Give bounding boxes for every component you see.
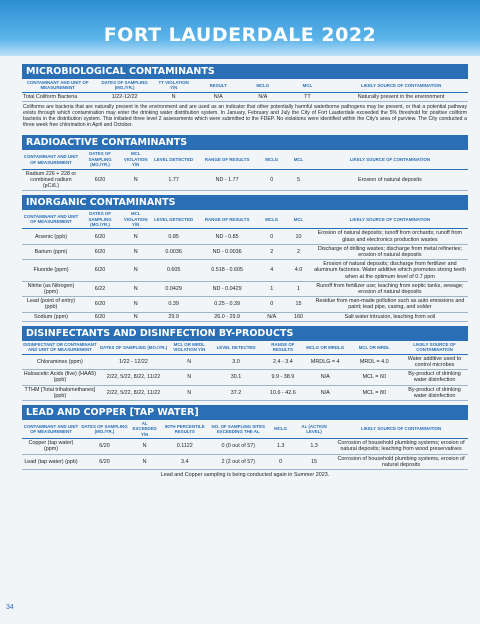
header-cell: MCLG OR MRDLG (303, 341, 348, 354)
table-cell: 0 (0 out of 57) (209, 439, 267, 454)
table-cell: 3.4 (160, 454, 209, 469)
table-cell: 6/20 (80, 312, 120, 321)
table-cell: 1/22 - 12/22 (98, 354, 169, 369)
table-cell: Haloacetic Acids (five) (HAA5) (ppb) (23, 371, 96, 384)
inorg-header-row (22, 210, 468, 229)
table-row (22, 169, 468, 191)
table-cell: N (169, 370, 209, 385)
lead-footer-note: Lead and Copper sampling is being conducted again in Summer 2023. (160, 471, 330, 478)
disinf-heading: DISINFECTANTS AND DISINFECTION BY-PRODUCTS (22, 326, 468, 341)
lead-header-row (22, 420, 468, 439)
micro-table (22, 79, 468, 102)
table-cell: N (129, 454, 160, 469)
table-cell: Runoff from fertilizer use; leaching from septic tanks, sewage; erosion of natural deposits (312, 281, 468, 296)
header-cell: MCL (285, 210, 312, 229)
table-cell: Radium 226 + 228 or combined radium (pCi/L) (22, 169, 80, 191)
header-cell: MCL OR MRDL (348, 341, 402, 354)
header-cell: CONTAMINANT AND UNIT OF MEASUREMENT (22, 420, 80, 439)
micro-heading: MICROBIOLOGICAL CONTAMINANTS (22, 64, 468, 79)
table-row (22, 354, 468, 369)
table-cell: 1 (258, 281, 285, 296)
table-cell: Erosion of natural deposits (312, 169, 468, 191)
table-cell: Erosion of natural deposits; runoff from orchards; runoff from glass and electronics production wastes (312, 229, 468, 244)
table-cell: 1.3 (267, 439, 294, 454)
header-cell: CONTAMINANT AND UNIT OF MEASUREMENT (22, 150, 80, 169)
table-cell: N (120, 229, 151, 244)
header-cell: LIKELY SOURCE OF CONTAMINATION (401, 341, 468, 354)
table-cell: 26.0 - 29.9 (196, 312, 258, 321)
table-cell: Residue from man-made pollution such as auto emissions and paint; lead pipe, casing, and solder (312, 297, 468, 312)
table-cell: N/A (191, 92, 245, 101)
header-cell: RESULT (191, 79, 245, 92)
table-cell: N (169, 354, 209, 369)
header-cell: MCLG (245, 79, 281, 92)
header-cell: RANGE OF RESULTS (196, 150, 258, 169)
table-cell: 0.605 (151, 260, 196, 282)
table-cell: By-product of drinking water disinfection (401, 370, 468, 385)
table-row (22, 229, 468, 244)
table-cell: Lead (tap water) (ppb) (22, 454, 80, 469)
table-cell: 6/20 (80, 297, 120, 312)
coliform-note: Coliforms are bacteria that are naturally present in the environment and are used as an indicator that other potentially harmful waterborne pathogens may be present, or that a potential pathway exists through which contamination may enter the drinking water distribution system. In January, February and July the City of Fort Lauderdale exceeded the 5% threshold for positive coliform bacteria in the distribution system. This initiated three level 2 assessments which were submitted to the FDEP. No violations were identified within the City's area of purview. The City conducted a three week free chlorination in April and October. (23, 104, 467, 129)
header-cell: MCLG (258, 210, 285, 229)
table-row (22, 439, 468, 454)
table-cell: 10.6 - 42.6 (263, 385, 303, 400)
table-cell: Chloramines (ppm) (22, 354, 98, 369)
table-cell: 0 (258, 297, 285, 312)
table-cell: 9.9 - 38.9 (263, 370, 303, 385)
table-cell: ND - 0.85 (196, 229, 258, 244)
header-cell: MCL (285, 150, 312, 169)
table-cell: N (120, 260, 151, 282)
table-cell: Copper (tap water) (ppm) (22, 439, 80, 454)
table-cell: 4 (258, 260, 285, 282)
table-cell: 1.77 (151, 169, 196, 191)
table-cell: Corrosion of household plumbing systems, erosion of natural deposits (334, 454, 468, 469)
table-cell: 2 (258, 244, 285, 259)
radio-header-row (22, 150, 468, 169)
title-banner (0, 0, 480, 56)
table-cell: 2/22, 5/22, 8/22, 11/22 (98, 370, 169, 385)
table-cell: 0.0036 (151, 244, 196, 259)
table-cell: 0.518 - 0.605 (196, 260, 258, 282)
table-cell: Water additive used to control microbes (401, 354, 468, 369)
table-cell: 6/20 (80, 260, 120, 282)
header-cell: CONTAMINANT AND UNIT OF MEASUREMENT (22, 210, 80, 229)
table-cell: 0 (267, 454, 294, 469)
table-cell: N/A (303, 385, 348, 400)
table-cell: Sodium (ppm) (22, 312, 80, 321)
table-cell: N (156, 92, 192, 101)
header-cell: LIKELY SOURCE OF CONTAMINATION (334, 420, 468, 439)
header-cell: MCLG (267, 420, 294, 439)
table-cell: 0.1122 (160, 439, 209, 454)
disinf-body (22, 354, 468, 400)
table-cell: Naturally present in the environment (334, 92, 468, 101)
header-cell: AL EXCEEDED Y/N (129, 420, 160, 439)
lead-body (22, 439, 468, 470)
table-cell: 4.0 (285, 260, 312, 282)
inorg-body (22, 229, 468, 321)
table-row (22, 454, 468, 469)
table-cell: 10 (285, 229, 312, 244)
report-page (22, 64, 468, 480)
table-row (22, 92, 468, 101)
table-cell: N/A (258, 312, 285, 321)
table-cell: 30.1 (209, 370, 263, 385)
table-cell: Arsenic (ppb) (22, 229, 80, 244)
header-cell: LIKELY SOURCE OF CONTAMINATION (312, 210, 468, 229)
radio-heading: RADIOACTIVE CONTAMINANTS (22, 135, 468, 150)
header-cell: MCL VIOLATION Y/N (120, 150, 151, 169)
header-cell: DISINFECTANT OR CONTAMINANT AND UNIT OF MEASUREMENT (23, 341, 97, 353)
header-cell: MCLG (258, 150, 285, 169)
table-cell: 0 (258, 169, 285, 191)
header-cell: MCL (281, 79, 335, 92)
table-cell: Corrosion of household plumbing systems; erosion of natural deposits; leaching from wood preservatives (334, 439, 468, 454)
header-cell: CONTAMINANT AND UNIT OF MEASUREMENT (22, 79, 93, 92)
table-cell: 6/22 (80, 281, 120, 296)
table-cell: N (120, 297, 151, 312)
table-cell: ND - 1.77 (196, 169, 258, 191)
table-cell: Erosion of natural deposits; discharge from fertilizer and aluminum factories. Water additive which promotes strong teeth when at the optimum level of 0.7 ppm (312, 260, 468, 282)
inorg-heading: INORGANIC CONTAMINANTS (22, 195, 468, 210)
header-cell: LIKELY SOURCE OF CONTAMINATION (312, 150, 468, 169)
radio-table (22, 150, 468, 191)
table-cell: 6/20 (80, 244, 120, 259)
table-cell: 1/22-12/22 (93, 92, 155, 101)
table-row (22, 370, 468, 385)
header-cell: DATES OF SAMPLING (MO./YR.) (93, 79, 155, 92)
inorg-table (22, 210, 468, 322)
table-cell: 1 (285, 281, 312, 296)
header-cell: MCL OR MRDL VIOLATION Y/N (169, 341, 209, 354)
table-cell: 1.3 (294, 439, 334, 454)
table-cell: 2/22, 5/22, 8/22, 11/22 (98, 385, 169, 400)
header-cell: 90TH PERCENTILE RESULTS (160, 420, 209, 439)
table-cell: Fluoride (ppm) (22, 260, 80, 282)
disinf-header-row (22, 341, 468, 354)
table-cell: MRDL = 4.0 (348, 354, 402, 369)
table-cell: 15 (285, 297, 312, 312)
disinf-table (22, 341, 468, 401)
header-cell: AL (ACTION LEVEL) (294, 420, 334, 439)
table-cell: 160 (285, 312, 312, 321)
table-row (22, 244, 468, 259)
table-cell: TT (281, 92, 335, 101)
table-cell: N/A (245, 92, 281, 101)
table-cell: Nitrite (as Nitrogen) (ppm) (22, 281, 80, 296)
table-cell: MCL = 60 (348, 370, 402, 385)
table-row (22, 297, 468, 312)
lead-table (22, 420, 468, 470)
table-cell: MCL = 80 (348, 385, 402, 400)
header-cell: MCL VIOLATION Y/N (120, 210, 151, 229)
header-cell: DATES OF SAMPLING (MO./YR.) (80, 210, 120, 229)
table-cell: 2 (2 out of 57) (209, 454, 267, 469)
table-cell: 0 (258, 229, 285, 244)
table-cell: N (129, 439, 160, 454)
table-row (22, 385, 468, 400)
header-cell: DATES OF SAMPLING (MO./YR.) (80, 150, 120, 169)
table-cell: 0.0429 (151, 281, 196, 296)
table-cell: 0.25 - 0.39 (196, 297, 258, 312)
table-cell: 0.85 (151, 229, 196, 244)
table-cell: 6/20 (80, 229, 120, 244)
table-cell: By-product of drinking water disinfection (401, 385, 468, 400)
table-row (22, 312, 468, 321)
header-cell: RANGE OF RESULTS (196, 210, 258, 229)
table-cell: Salt water intrusion, leaching from soil (312, 312, 468, 321)
table-cell: 6/20 (80, 169, 120, 191)
table-cell: ND - 0.0036 (196, 244, 258, 259)
table-cell: 5 (285, 169, 312, 191)
header-cell: DATES OF SAMPLING (MO./YR.) (98, 341, 169, 354)
table-cell: 15 (294, 454, 334, 469)
table-cell: 2.4 - 3.4 (263, 354, 303, 369)
page-title: FORT LAUDERDALE 2022 (103, 24, 377, 46)
table-cell: 6/20 (80, 439, 129, 454)
table-cell: N (120, 244, 151, 259)
table-cell: MRDLG = 4 (303, 354, 348, 369)
table-cell: N/A (303, 370, 348, 385)
table-cell: 37.2 (209, 385, 263, 400)
table-cell: TTHM [Total trihalomethanes] (ppb) (22, 385, 98, 400)
header-cell: LEVEL DETECTED (151, 150, 196, 169)
table-cell: N (169, 385, 209, 400)
table-row (22, 260, 468, 282)
header-cell: LEVEL DETECTED (209, 341, 263, 354)
table-cell: Lead (point of entry) (ppb) (22, 297, 80, 312)
table-cell: 6/20 (80, 454, 129, 469)
micro-header-row (22, 79, 468, 92)
table-cell: 2 (285, 244, 312, 259)
table-cell: 0.39 (151, 297, 196, 312)
table-row (22, 281, 468, 296)
table-cell: 29.9 (151, 312, 196, 321)
table-cell: Barium (ppm) (22, 244, 80, 259)
header-cell: LIKELY SOURCE OF CONTAMINATION (334, 79, 468, 92)
header-cell: NO. OF SAMPLING SITES EXCEEDING THE AL (209, 420, 267, 439)
table-cell: N (120, 312, 151, 321)
header-cell: LEVEL DETECTED (151, 210, 196, 229)
table-cell: Discharge of drilling wastes; discharge from metal refineries; erosion of natural deposits (312, 244, 468, 259)
table-cell: Total Coliform Bacteria (22, 92, 93, 101)
lead-heading: LEAD AND COPPER [TAP WATER] (22, 405, 468, 420)
table-cell: N (120, 281, 151, 296)
table-cell: ND - 0.0429 (196, 281, 258, 296)
header-cell: TT VIOLATION Y/N (156, 79, 192, 92)
header-cell: RANGE OF RESULTS (263, 341, 303, 354)
header-cell: DATES OF SAMPLING (MO./YR.) (80, 420, 129, 439)
table-cell: N (120, 169, 151, 191)
page-number: 34 (6, 604, 14, 611)
table-cell: 3.0 (209, 354, 263, 369)
